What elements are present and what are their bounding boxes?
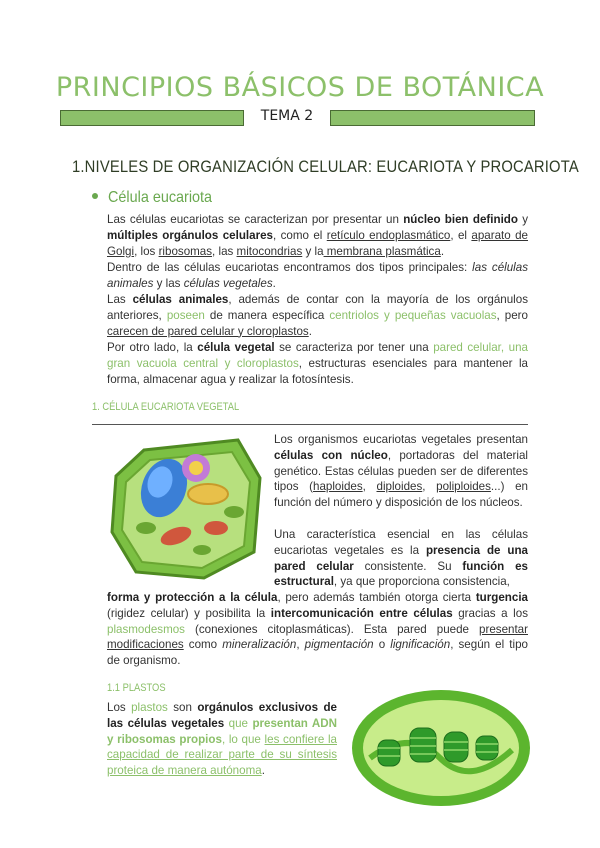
paragraph-tipos: Dentro de las células eucariotas encontramos dos tipos principales: las células animales y las células vegetales. [107, 261, 528, 290]
divider [92, 424, 528, 425]
plant-cell-icon [106, 432, 266, 582]
heading-plastos: 1.1 PLASTOS [107, 682, 166, 694]
section-heading: 1.NIVELES DE ORGANIZACIÓN CELULAR: EUCARIOTA Y PROCARIOTA [72, 157, 579, 176]
paragraph-animales: Las células animales, además de contar con la mayoría de los orgánulos anteriores, poseen de manera específica centriolos y pequeñas vacuolas, pero carecen de pared celular y cloroplastos. [107, 293, 528, 338]
page-title: PRINCIPIOS BÁSICOS DE BOTÁNICA [55, 72, 545, 103]
paragraph-organismos: Los organismos eucariotas vegetales presentan células con núcleo, portadoras del material genético. Estas células pueden ser de diferentes tipos (haploides, diploides, poliploides...) en función del número y disposición de los núcleos. [274, 433, 528, 510]
title-bar-right [330, 110, 535, 126]
subsection-heading: Célula eucariota [92, 189, 224, 207]
chloroplast-icon [350, 688, 532, 808]
paragraph-pared-continuacion: forma y protección a la célula, pero además también otorga cierta turgencia (rigidez celular) y posibilita la intercomunicación entre células gracias a los plasmodesmos (conexiones citoplasmáticas). Esta pared puede presentar modificaciones como mineralización, pigmentación o lignificación, según el tipo de organismo. [107, 591, 528, 668]
paragraph-eucariota: Las células eucariotas se caracterizan por presentar un núcleo bien definido y múltiples orgánulos celulares, como el retículo endoplasmático, el aparato de Golgi, los ribosomas, las mitocondrias y la membrana plasmática. [107, 213, 529, 258]
paragraph-vegetal: Por otro lado, la célula vegetal se caracteriza por tener una pared celular, una gran vacuola central y cloroplastos, estructuras esenciales para mantener la forma, almacenar agua y realizar la fotosíntesis. [107, 341, 528, 386]
bullet-icon [92, 193, 98, 199]
heading-celula-vegetal: 1. CÉLULA EUCARIOTA VEGETAL [92, 401, 240, 413]
title-bar-left [60, 110, 244, 126]
paragraph-plastos: Los plastos son orgánulos exclusivos de las células vegetales que presentan ADN y ribosomas propios, lo que les confiere la capacidad de realizar parte de su síntesis proteica de manera autónoma. [107, 701, 337, 778]
paragraph-pared: Una característica esencial en las células eucariotas vegetales es la presencia de una pared celular consistente. Su función es estructural, ya que proporciona consistencia, [274, 528, 528, 589]
tema-label: TEMA 2 [260, 108, 314, 124]
